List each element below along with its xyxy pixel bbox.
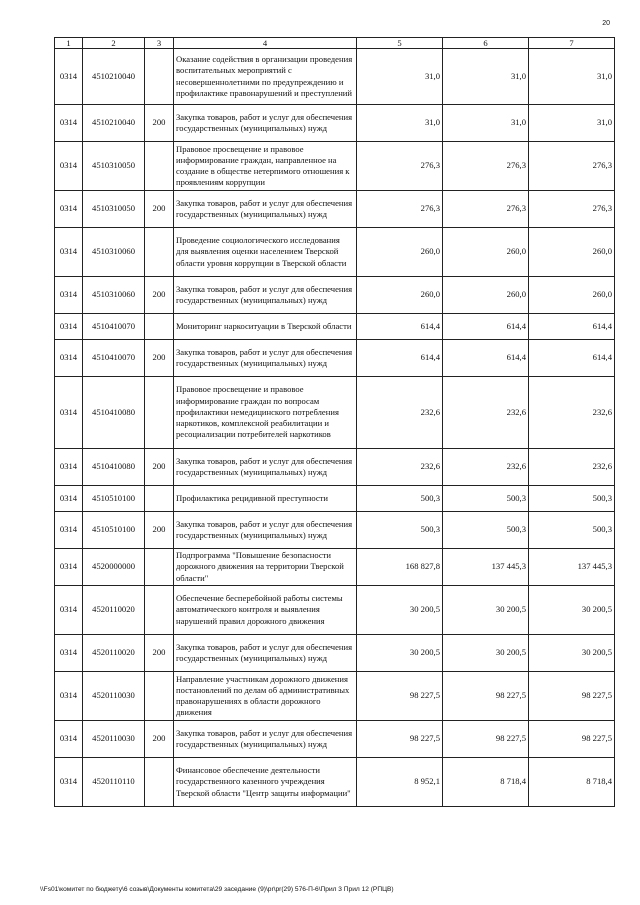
cell-section: 0314 [55,512,83,549]
cell-amount-3: 276,3 [529,191,615,228]
table-row [55,228,615,277]
cell-expense-type [145,314,174,340]
cell-amount-2: 614,4 [443,314,529,340]
cell-section: 0314 [55,228,83,277]
cell-amount-1: 31,0 [357,49,443,105]
table-row [55,549,615,586]
cell-article: 4510310050 [83,142,145,191]
cell-amount-1: 500,3 [357,512,443,549]
cell-name: Закупка товаров, работ и услуг для обеспечения государственных (муниципальных) нужд [174,635,357,672]
cell-name: Подпрограмма "Повышение безопасности дорожного движения на территории Тверской области" [174,549,357,586]
cell-amount-3: 30 200,5 [529,586,615,635]
cell-expense-type: 200 [145,721,174,758]
cell-amount-1: 232,6 [357,449,443,486]
cell-amount-3: 98 227,5 [529,721,615,758]
cell-article: 4510410080 [83,377,145,449]
cell-article: 4520110020 [83,635,145,672]
cell-amount-3: 614,4 [529,314,615,340]
table-row [55,586,615,635]
cell-amount-3: 500,3 [529,512,615,549]
cell-article: 4520110020 [83,586,145,635]
cell-expense-type: 200 [145,512,174,549]
page-number: 20 [602,20,610,27]
cell-article: 4510410070 [83,314,145,340]
cell-expense-type: 200 [145,340,174,377]
cell-section: 0314 [55,314,83,340]
col-header-1: 1 [55,38,83,49]
col-header-4: 4 [174,38,357,49]
table-row [55,449,615,486]
cell-section: 0314 [55,586,83,635]
cell-expense-type [145,377,174,449]
cell-name: Закупка товаров, работ и услуг для обеспечения государственных (муниципальных) нужд [174,449,357,486]
cell-amount-2: 30 200,5 [443,586,529,635]
cell-section: 0314 [55,142,83,191]
cell-amount-3: 232,6 [529,449,615,486]
cell-amount-3: 260,0 [529,228,615,277]
cell-amount-2: 614,4 [443,340,529,377]
header-row [55,38,615,49]
cell-expense-type [145,486,174,512]
cell-amount-1: 614,4 [357,314,443,340]
cell-section: 0314 [55,672,83,721]
cell-article: 4520000000 [83,549,145,586]
cell-name: Закупка товаров, работ и услуг для обеспечения государственных (муниципальных) нужд [174,340,357,377]
cell-amount-3: 98 227,5 [529,672,615,721]
cell-section: 0314 [55,49,83,105]
cell-amount-2: 260,0 [443,228,529,277]
table-row [55,105,615,142]
budget-table [54,37,615,807]
cell-amount-1: 276,3 [357,191,443,228]
table-row [55,340,615,377]
cell-section: 0314 [55,105,83,142]
table-row [55,721,615,758]
table-row [55,486,615,512]
cell-name: Оказание содействия в организации проведения воспитательных мероприятий с несовершеннолетними по предупреждению и профилактике правонарушений и преступлений [174,49,357,105]
cell-amount-2: 232,6 [443,377,529,449]
cell-expense-type: 200 [145,105,174,142]
cell-amount-1: 168 827,8 [357,549,443,586]
cell-section: 0314 [55,635,83,672]
cell-expense-type: 200 [145,635,174,672]
cell-amount-2: 98 227,5 [443,672,529,721]
cell-amount-1: 232,6 [357,377,443,449]
cell-amount-1: 30 200,5 [357,586,443,635]
cell-amount-2: 137 445,3 [443,549,529,586]
col-header-2: 2 [83,38,145,49]
cell-amount-2: 31,0 [443,49,529,105]
col-header-3: 3 [145,38,174,49]
cell-section: 0314 [55,449,83,486]
cell-section: 0314 [55,486,83,512]
cell-amount-2: 232,6 [443,449,529,486]
cell-name: Направление участникам дорожного движения постановлений по делам об административных правонарушениях в области дорожного движения [174,672,357,721]
cell-section: 0314 [55,721,83,758]
cell-expense-type [145,586,174,635]
cell-section: 0314 [55,549,83,586]
cell-name: Закупка товаров, работ и услуг для обеспечения государственных (муниципальных) нужд [174,105,357,142]
cell-expense-type [145,672,174,721]
footer-file-path: \\Fs01\комитет по бюджету\6 созыв\Документы комитета\29 заседание (9)\pr\pr(29) 576-П-6\Прил 3 Прил 12 (РПЦВ) [40,886,394,893]
cell-amount-1: 260,0 [357,277,443,314]
table-row [55,277,615,314]
col-header-7: 7 [529,38,615,49]
cell-name: Правовое просвещение и правовое информирование граждан, направленное на создание в обществе нетерпимого отношения к проявлениям коррупции [174,142,357,191]
cell-name: Проведение социологического исследования для выявления оценки населением Тверской области уровня коррупции в Тверской области [174,228,357,277]
cell-expense-type [145,758,174,807]
cell-amount-3: 31,0 [529,105,615,142]
cell-expense-type: 200 [145,449,174,486]
table-row [55,49,615,105]
table-row [55,142,615,191]
cell-amount-1: 276,3 [357,142,443,191]
cell-amount-2: 276,3 [443,191,529,228]
table-row [55,758,615,807]
cell-amount-2: 8 718,4 [443,758,529,807]
table-row [55,191,615,228]
cell-amount-3: 500,3 [529,486,615,512]
cell-name: Закупка товаров, работ и услуг для обеспечения государственных (муниципальных) нужд [174,277,357,314]
cell-article: 4510310050 [83,191,145,228]
cell-amount-1: 260,0 [357,228,443,277]
cell-section: 0314 [55,377,83,449]
cell-amount-1: 98 227,5 [357,672,443,721]
cell-amount-1: 8 952,1 [357,758,443,807]
cell-amount-2: 276,3 [443,142,529,191]
cell-amount-1: 30 200,5 [357,635,443,672]
cell-expense-type [145,49,174,105]
col-header-6: 6 [443,38,529,49]
cell-expense-type [145,549,174,586]
cell-section: 0314 [55,191,83,228]
cell-article: 4520110030 [83,721,145,758]
cell-amount-3: 137 445,3 [529,549,615,586]
cell-article: 4520110110 [83,758,145,807]
cell-amount-1: 614,4 [357,340,443,377]
cell-article: 4510210040 [83,49,145,105]
cell-amount-2: 98 227,5 [443,721,529,758]
cell-amount-3: 31,0 [529,49,615,105]
cell-amount-2: 260,0 [443,277,529,314]
cell-expense-type [145,142,174,191]
cell-name: Профилактика рецидивной преступности [174,486,357,512]
cell-article: 4510510100 [83,512,145,549]
cell-expense-type: 200 [145,277,174,314]
table-row [55,314,615,340]
cell-article: 4510310060 [83,277,145,314]
cell-name: Мониторинг наркоситуации в Тверской области [174,314,357,340]
cell-expense-type: 200 [145,191,174,228]
cell-section: 0314 [55,340,83,377]
cell-amount-2: 31,0 [443,105,529,142]
col-header-5: 5 [357,38,443,49]
cell-name: Финансовое обеспечение деятельности государственного казенного учреждения Тверской области "Центр защиты информации" [174,758,357,807]
cell-article: 4510410070 [83,340,145,377]
cell-article: 4510210040 [83,105,145,142]
cell-name: Обеспечение бесперебойной работы системы автоматического контроля и выявления нарушений правил дорожного движения [174,586,357,635]
cell-amount-3: 30 200,5 [529,635,615,672]
cell-article: 4510310060 [83,228,145,277]
cell-amount-1: 98 227,5 [357,721,443,758]
cell-section: 0314 [55,758,83,807]
cell-name: Закупка товаров, работ и услуг для обеспечения государственных (муниципальных) нужд [174,191,357,228]
cell-amount-2: 30 200,5 [443,635,529,672]
table-row [55,377,615,449]
cell-amount-3: 260,0 [529,277,615,314]
table-row [55,635,615,672]
cell-article: 4510410080 [83,449,145,486]
cell-expense-type [145,228,174,277]
cell-section: 0314 [55,277,83,314]
cell-amount-3: 276,3 [529,142,615,191]
cell-amount-3: 8 718,4 [529,758,615,807]
cell-amount-3: 614,4 [529,340,615,377]
cell-name: Закупка товаров, работ и услуг для обеспечения государственных (муниципальных) нужд [174,512,357,549]
table-row [55,512,615,549]
cell-amount-2: 500,3 [443,486,529,512]
cell-amount-3: 232,6 [529,377,615,449]
cell-amount-2: 500,3 [443,512,529,549]
cell-amount-1: 500,3 [357,486,443,512]
cell-amount-1: 31,0 [357,105,443,142]
cell-article: 4510510100 [83,486,145,512]
table-row [55,672,615,721]
cell-article: 4520110030 [83,672,145,721]
cell-name: Закупка товаров, работ и услуг для обеспечения государственных (муниципальных) нужд [174,721,357,758]
cell-name: Правовое просвещение и правовое информирование граждан по вопросам профилактики немедицинского потребления наркотиков, комплексной реабилитации и ресоциализации потребителей наркотиков [174,377,357,449]
table-body [55,49,615,807]
